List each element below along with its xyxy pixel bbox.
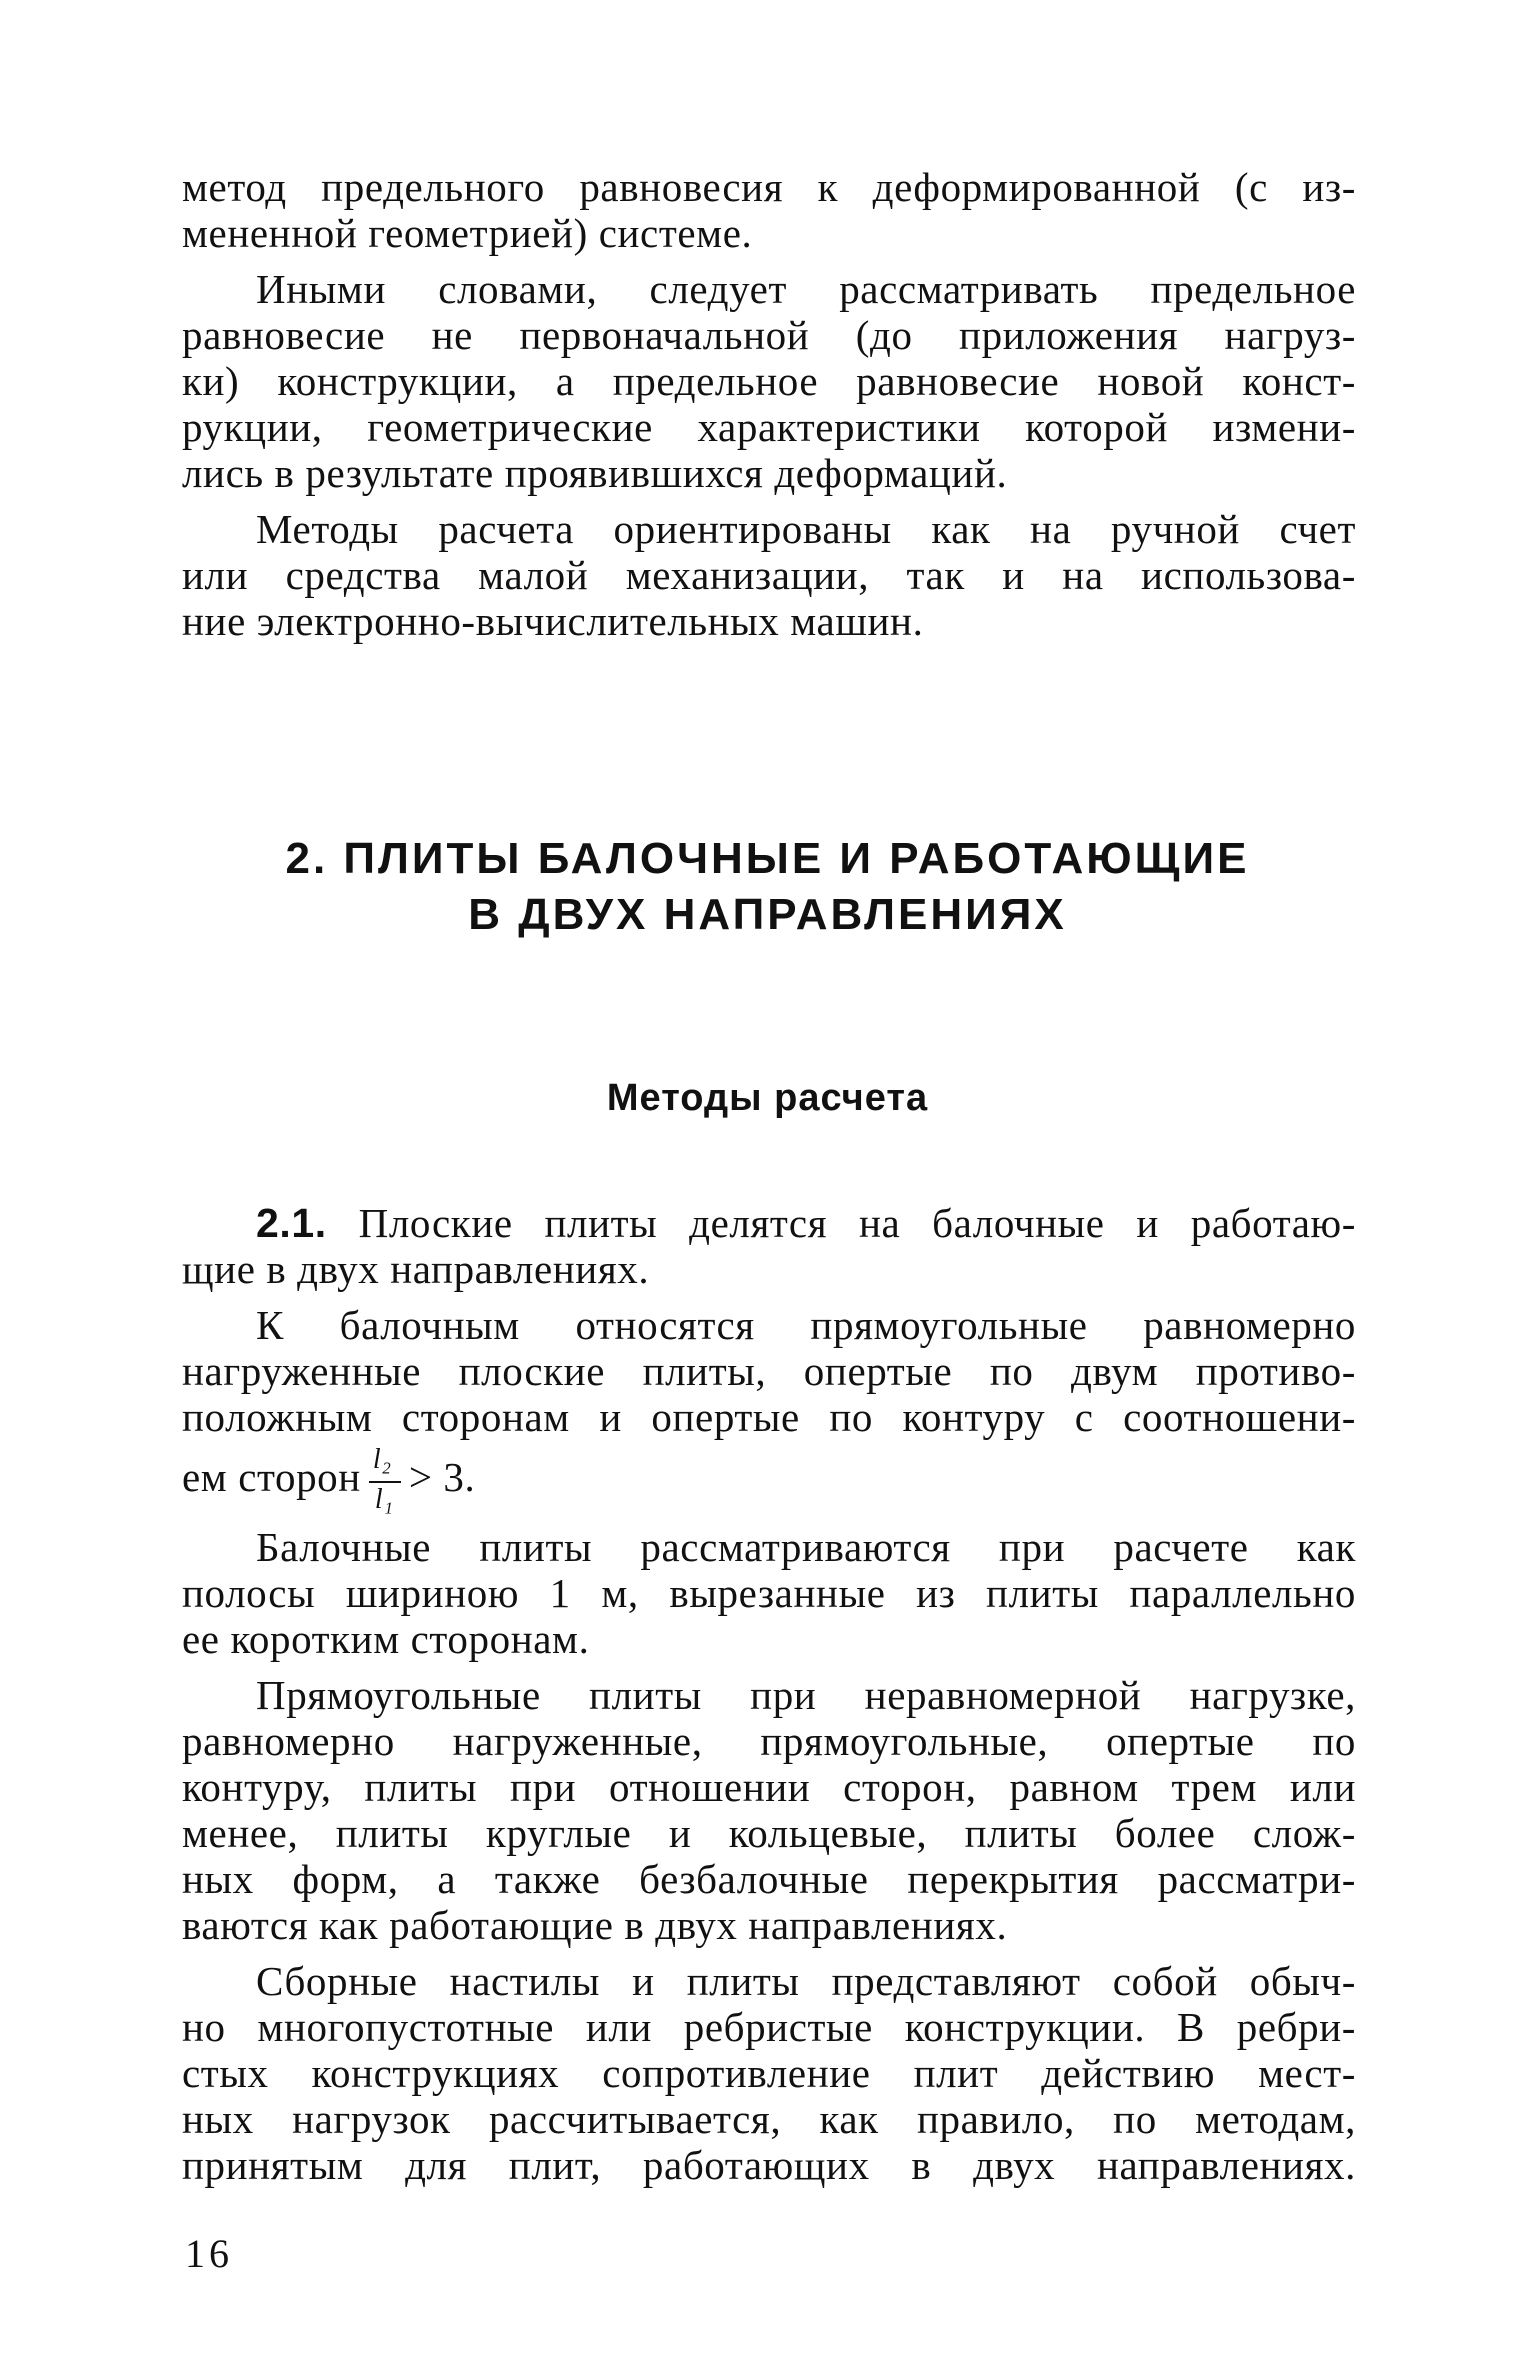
text-span: Плоские плиты делятся на балочные и работаю- [326,1200,1356,1246]
formula-line [182,1440,1356,1514]
section-title-line-2: В ДВУХ НАПРАВЛЕНИЯХ [468,890,1067,939]
text-line: метод предельного равновесия к деформированной (с из- [182,164,1356,210]
fraction-numerator: l₂ [372,1443,392,1475]
top-text-block [182,164,1356,644]
text-line: ных нагрузок рассчитывается, как правило, по методам, [182,2096,1356,2142]
text-line: щие в двух направлениях. [182,1246,650,1292]
text-line: ки) конструкции, а предельное равновесие новой конст- [182,358,1356,404]
text-line: Иными словами, следует рассматривать предельное [256,266,1356,312]
text-line: лись в результате проявившихся деформаций. [182,450,1008,496]
body-text-block [182,1200,1356,2188]
text-line: равновесие не первоначальной (до приложения нагруз- [182,312,1356,358]
text-line: ее коротким сторонам. [182,1616,590,1662]
section-title-line-1: 2. ПЛИТЫ БАЛОЧНЫЕ И РАБОТАЮЩИЕ [285,834,1250,883]
subsection-title: Методы расчета [606,1077,929,1119]
formula-prefix: ем сторон [182,1454,361,1500]
fraction-denominator: l₁ [374,1483,394,1515]
text-line: мененной геометрией) системе. [182,210,753,256]
text-line: К балочным относятся прямоугольные равномерно [256,1302,1356,1348]
text-line: Балочные плиты рассматриваются при расчете как [256,1524,1356,1570]
text-line: менее, плиты круглые и кольцевые, плиты более слож- [182,1810,1356,1856]
text-line: ных форм, а также безбалочные перекрытия рассматри- [182,1856,1356,1902]
clause-number: 2.1. [256,1200,327,1246]
text-line: стых конструкциях сопротивление плит действию мест- [182,2050,1356,2096]
fraction [369,1443,403,1517]
text-line: полосы шириною 1 м, вырезанные из плиты параллельно [182,1570,1356,1616]
text-line: ние электронно-вычислительных машин. [182,598,924,644]
text-line: контуру, плиты при отношении сторон, равном трем или [182,1764,1356,1810]
text-line: Сборные настилы и плиты представляют собой обыч- [256,1958,1356,2004]
text-line: или средства малой механизации, так и на использова- [182,552,1356,598]
fraction-bar [369,1481,401,1483]
page-number: 16 [185,2231,233,2276]
text-line: Прямоугольные плиты при неравномерной нагрузке, [256,1672,1356,1718]
text-line: принятым для плит, работающих в двух направлениях. [182,2142,1356,2188]
text-line: равномерно нагруженные, прямоугольные, опертые по [182,1718,1356,1764]
text-line: Методы расчета ориентированы как на ручной счет [256,506,1356,552]
text-line [182,1200,1356,1246]
text-line: положным сторонам и опертые по контуру с соотношени- [182,1394,1356,1440]
text-line: рукции, геометрические характеристики которой измени- [182,404,1356,450]
text-line: ваются как работающие в двух направлениях. [182,1902,1008,1948]
formula-suffix: > 3. [408,1454,476,1500]
text-line: но многопустотные или ребристые конструкции. В ребри- [182,2004,1356,2050]
text-line: нагруженные плоские плиты, опертые по двум противо- [182,1348,1356,1394]
